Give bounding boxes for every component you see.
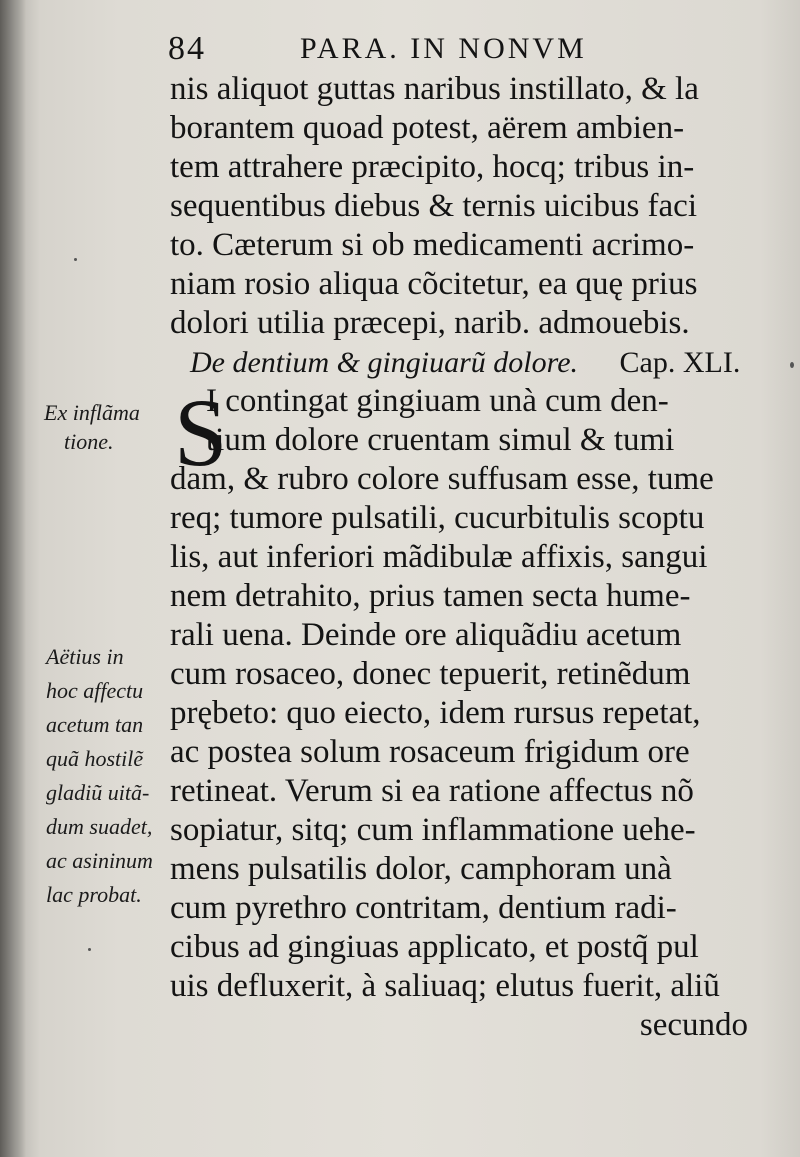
text-line: mens pulsatilis dolor, camphoram unà xyxy=(170,851,672,887)
margin-note-line: hoc affectu xyxy=(46,678,144,703)
text-line: ac postea solum rosaceum frigidum ore xyxy=(170,734,690,770)
margin-note-aetius xyxy=(46,640,153,912)
ink-speck xyxy=(74,258,77,261)
catchword: secundo xyxy=(639,1007,748,1043)
margin-note-line: tione. xyxy=(64,429,114,454)
text-line: dolori utilia præcepi, narib. admouebis. xyxy=(170,305,690,341)
margin-note-line: acetum tan xyxy=(46,712,144,737)
page-header xyxy=(168,30,768,70)
running-title: PARA. IN NONVM xyxy=(300,32,587,65)
text-line: prębeto: quo eiecto, idem rursus repetat, xyxy=(170,695,701,731)
text-line: retineat. Verum si ea ratione affectus nõ xyxy=(170,773,694,809)
text-line: to. Cæterum si ob medicamenti acrimo- xyxy=(170,227,695,263)
chapter-number: Cap. XLI. xyxy=(619,346,741,379)
text-line: I contingat gingiuam unà cum den- xyxy=(206,383,669,419)
text-line: dam, & rubro colore suffusam esse, tume xyxy=(170,461,714,497)
margin-note-inflammation xyxy=(44,398,140,456)
margin-note-line: ac asininum xyxy=(46,848,153,873)
drop-capital: S xyxy=(174,379,228,486)
margin-note-line: Ex inflãma xyxy=(44,400,140,425)
page-number: 84 xyxy=(168,30,206,67)
text-line: uis defluxerit, à saliuaq; elutus fuerit, aliũ xyxy=(170,968,720,1004)
text-line: cibus ad gingiuas applicato, et postq̃ pul xyxy=(170,929,699,965)
text-line: cum pyrethro contritam, dentium radi- xyxy=(170,890,677,926)
text-line: tem attrahere præcipito, hocq; tribus in- xyxy=(170,149,695,185)
text-line: niam rosio aliqua cõcitetur, ea quę prius xyxy=(170,266,698,302)
margin-note-line: lac probat. xyxy=(46,882,142,907)
text-line: borantem quoad potest, aërem ambien- xyxy=(170,110,685,146)
text-line: cum rosaceo, donec tepuerit, retinẽdum xyxy=(170,656,691,692)
ink-speck xyxy=(790,362,794,368)
text-line: sequentibus diebus & ternis uicibus faci xyxy=(170,188,697,224)
chapter-title: De dentium & gingiuarũ dolore. xyxy=(190,346,579,379)
main-text xyxy=(170,70,758,1045)
text-line: lis, aut inferiori mãdibulæ affixis, sangui xyxy=(170,539,708,575)
text-line: nem detrahito, prius tamen secta hume- xyxy=(170,578,691,614)
chapter-heading xyxy=(170,343,758,382)
margin-note-line: quã hostilẽ xyxy=(46,746,144,771)
ink-speck xyxy=(88,948,91,951)
gutter-shadow xyxy=(0,0,26,1157)
margin-note-line: Aëtius in xyxy=(46,644,124,669)
text-line: req; tumore pulsatili, cucurbitulis scoptu xyxy=(170,500,705,536)
margin-note-line: gladiũ uitã- xyxy=(46,780,150,805)
text-line: nis aliquot guttas naribus instillato, & la xyxy=(170,71,699,107)
margin-note-line: dum suadet, xyxy=(46,814,153,839)
text-line: rali uena. Deinde ore aliquãdiu acetum xyxy=(170,617,682,653)
text-line: sopiatur, sitq; cum inflammatione uehe- xyxy=(170,812,696,848)
text-line: tium dolore cruentam simul & tumi xyxy=(206,422,675,458)
